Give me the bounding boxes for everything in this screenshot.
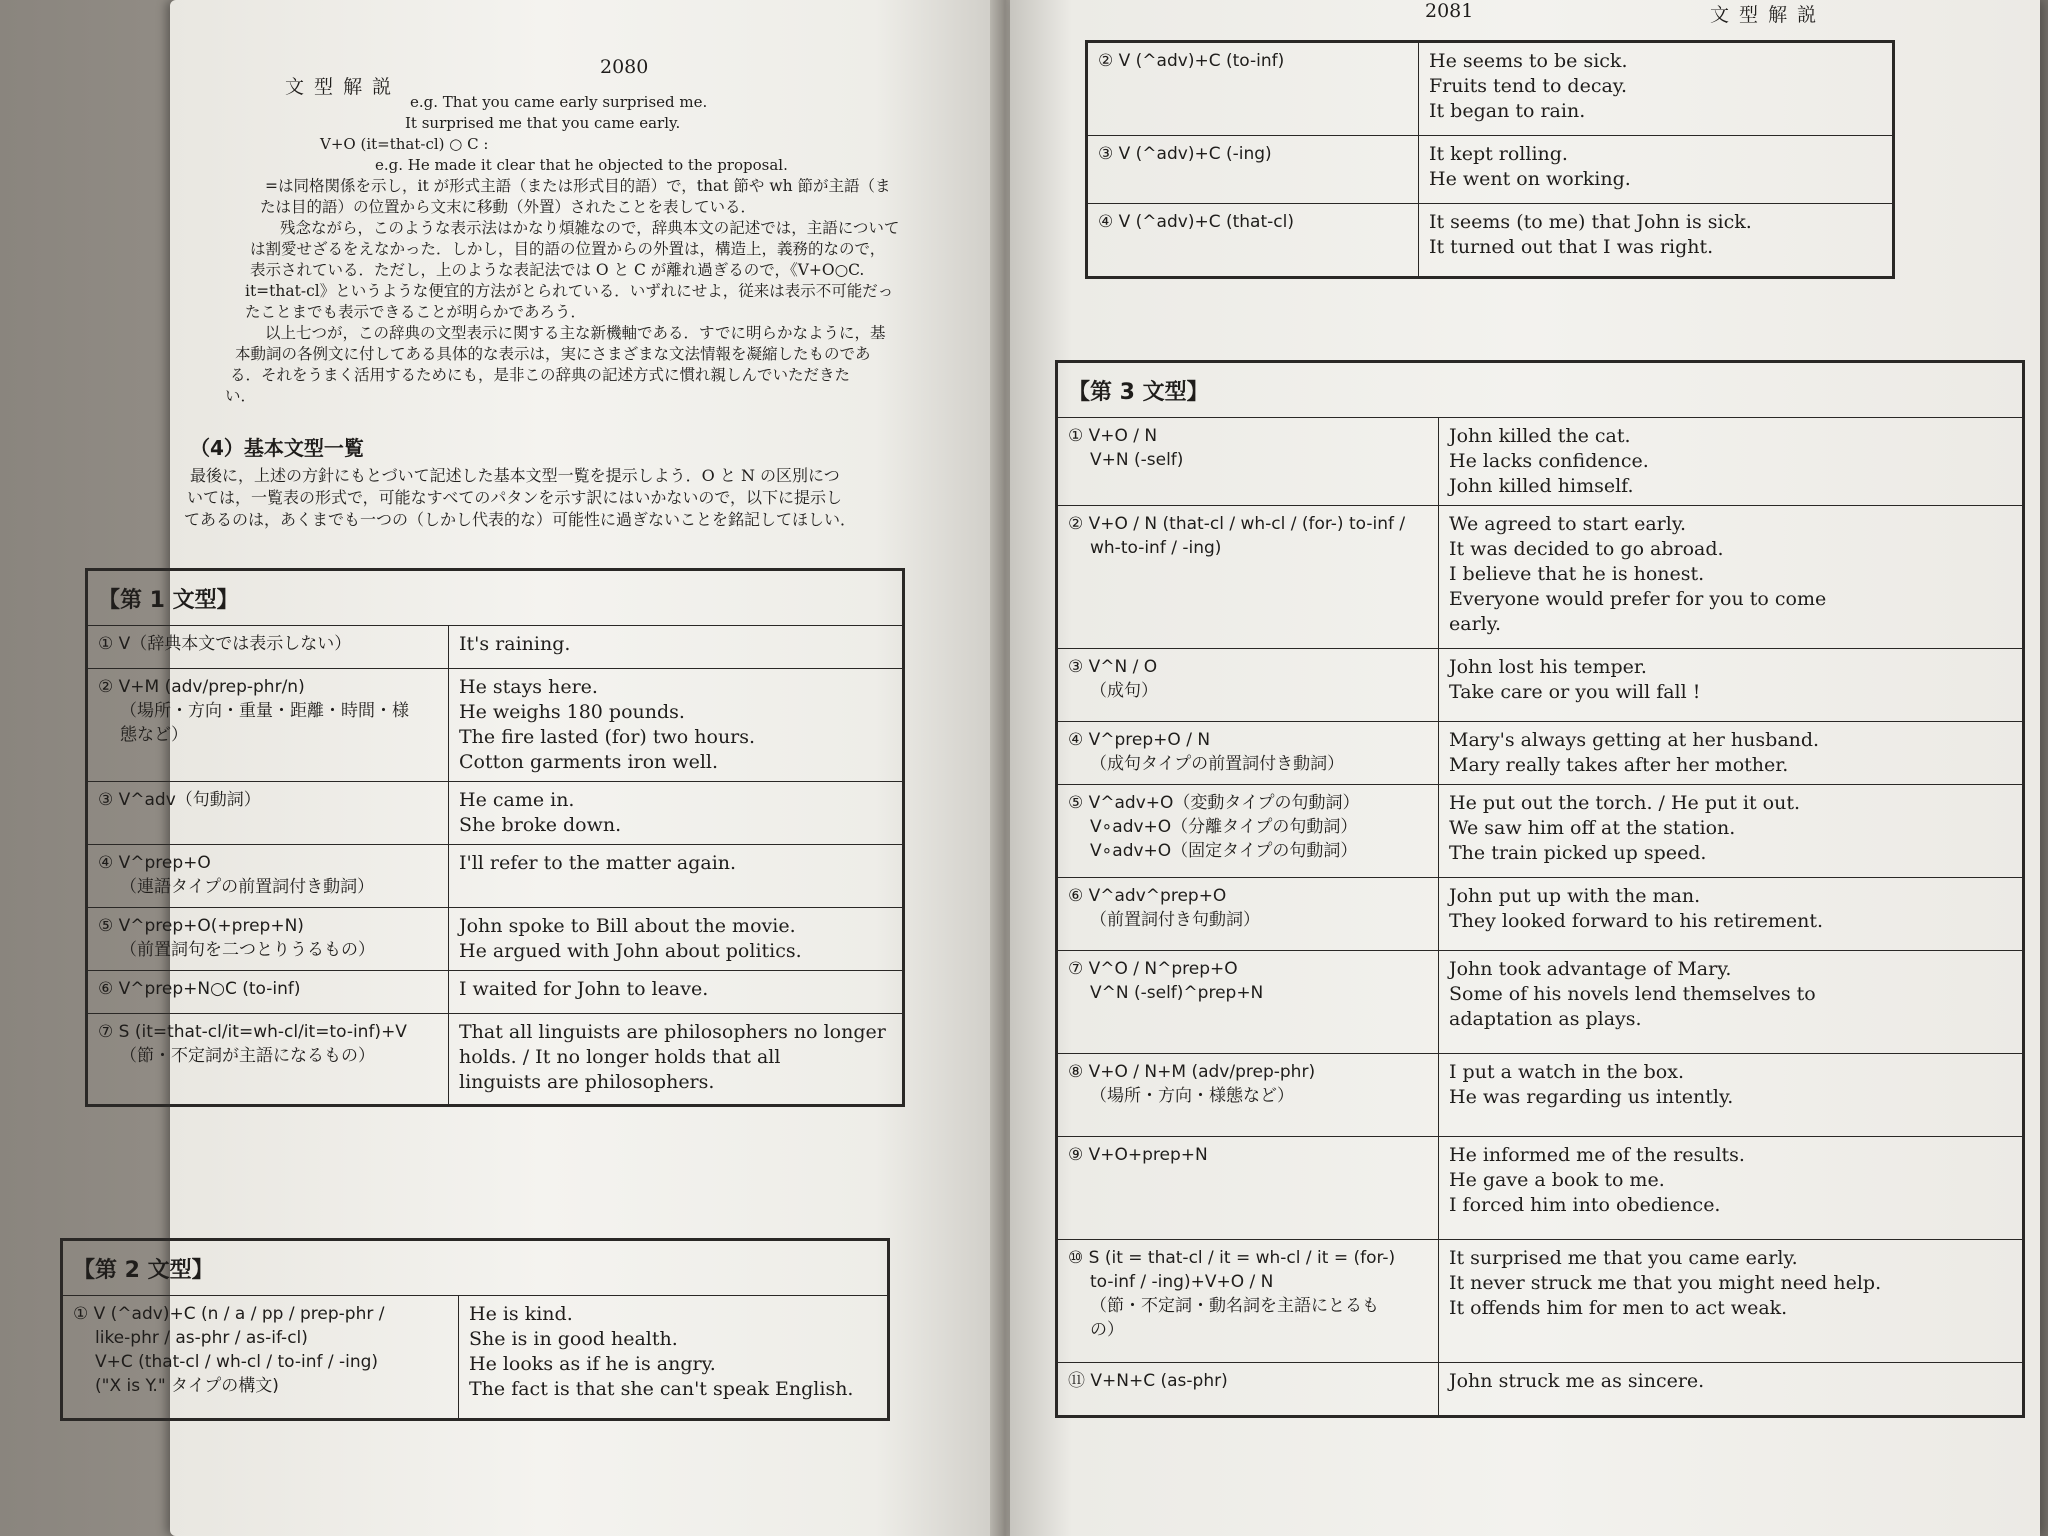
pattern-text: to-inf / -ing)+V+O / N	[1090, 1272, 1274, 1292]
pattern-text: ③ V^N / O	[1068, 657, 1158, 677]
pattern-cell	[1057, 1363, 1439, 1417]
intro-line: It surprised me that you came early.	[405, 114, 681, 132]
pattern-text: （場所・方向・重量・距離・時間・様	[120, 701, 409, 721]
example-sentence: linguists are philosophers.	[459, 1071, 715, 1093]
pattern-text: ⑥ V^prep+N○C (to-inf)	[98, 979, 301, 999]
example-sentence: We agreed to start early.	[1449, 513, 1687, 535]
pattern-cell	[87, 626, 449, 669]
example-cell	[449, 782, 904, 845]
intro-line: たことまでも表示できることが明らかであろう．	[245, 303, 587, 321]
pattern-text: V∘adv+O（分離タイプの句動詞）	[1090, 817, 1358, 837]
pattern-row	[87, 669, 904, 782]
pattern-row	[87, 845, 904, 908]
example-sentence: The fire lasted (for) two hours.	[459, 726, 756, 748]
pattern-text: （場所・方向・様態など）	[1090, 1086, 1294, 1106]
example-sentence: It surprised me that you came early.	[1449, 1247, 1798, 1269]
pattern-text: ⑨ V+O+prep+N	[1068, 1145, 1208, 1165]
example-sentence: Mary really takes after her mother.	[1449, 754, 1789, 776]
example-sentence: The fact is that she can't speak English.	[469, 1378, 854, 1400]
pattern-row	[1057, 1137, 2024, 1240]
pattern-cell	[1087, 136, 1419, 204]
example-cell	[449, 669, 904, 782]
pattern-text: ③ V^adv（句動詞）	[98, 790, 261, 810]
pattern-text: （連語タイプの前置詞付き動詞）	[120, 877, 375, 897]
pattern-text: （節・不定詞・動名詞を主語にとるも	[1090, 1296, 1379, 1316]
type2-continued-table	[1085, 40, 1895, 279]
pattern-cell	[1057, 1240, 1439, 1363]
pattern-row	[1057, 722, 2024, 785]
pattern-row	[1057, 1240, 2024, 1363]
pattern-text: ① V（辞典本文では表示しない）	[98, 634, 352, 654]
page-number-right: 2081	[1425, 0, 1474, 22]
pattern-text: ⑪ V+N+C (as-phr)	[1068, 1371, 1228, 1391]
type3-table	[1055, 360, 2025, 1418]
example-sentence: It offends him for men to act weak.	[1449, 1297, 1788, 1319]
pattern-row	[87, 971, 904, 1014]
example-sentence: We saw him off at the station.	[1449, 817, 1736, 839]
pattern-text: ("X is Y." タイプの構文)	[95, 1376, 279, 1396]
pattern-cell	[1057, 785, 1439, 878]
pattern-row	[1087, 204, 1894, 278]
example-cell	[1439, 722, 2024, 785]
pattern-text: ① V (^adv)+C (n / a / pp / prep-phr /	[73, 1304, 385, 1324]
example-sentence: It was decided to go abroad.	[1449, 538, 1724, 560]
section-line: てあるのは，あくまでも一つの（しかし代表的な）可能性に過ぎないことを銘記してほしい．	[184, 510, 857, 529]
example-sentence: I put a watch in the box.	[1449, 1061, 1684, 1083]
pattern-text: V^N (-self)^prep+N	[1090, 983, 1264, 1003]
example-sentence: Some of his novels lend themselves to	[1449, 983, 1816, 1005]
example-sentence: He gave a book to me.	[1449, 1169, 1665, 1191]
example-sentence: John killed the cat.	[1449, 425, 1631, 447]
example-sentence: Cotton garments iron well.	[459, 751, 719, 773]
example-sentence: Everyone would prefer for you to come	[1449, 588, 1827, 610]
example-sentence: He seems to be sick.	[1429, 50, 1628, 72]
example-sentence: I waited for John to leave.	[459, 978, 709, 1000]
pattern-text: ⑤ V^prep+O(+prep+N)	[98, 916, 304, 936]
pattern-text: wh-to-inf / -ing)	[1090, 538, 1222, 558]
example-sentence: John struck me as sincere.	[1449, 1370, 1705, 1392]
intro-line: =は同格関係を示し，it が形式主語（または形式目的語）で，that 節や wh 節が主語（ま	[265, 177, 891, 195]
example-cell	[449, 971, 904, 1014]
pattern-text: （前置詞付き句動詞）	[1090, 910, 1260, 930]
example-sentence: early.	[1449, 613, 1501, 635]
example-cell	[1439, 1240, 2024, 1363]
example-sentence: It seems (to me) that John is sick.	[1429, 211, 1752, 233]
example-sentence: He came in.	[459, 789, 575, 811]
pattern-text: ⑧ V+O / N+M (adv/prep-phr)	[1068, 1062, 1316, 1082]
example-sentence: They looked forward to his retirement.	[1449, 910, 1824, 932]
pattern-text: like-phr / as-phr / as-if-cl)	[95, 1328, 308, 1348]
pattern-text: （前置詞句を二つとりうるもの）	[120, 940, 375, 960]
running-head-left: 文 型 解 説	[285, 76, 394, 98]
section-title: （4）基本文型一覧	[190, 436, 364, 460]
pattern-cell	[87, 1014, 449, 1106]
pattern-row	[87, 908, 904, 971]
pattern-text: ② V+O / N (that-cl / wh-cl / (for-) to-inf /	[1068, 514, 1406, 534]
example-cell	[1439, 1054, 2024, 1137]
example-sentence: Fruits tend to decay.	[1429, 75, 1628, 97]
example-sentence: He weighs 180 pounds.	[459, 701, 685, 723]
pattern-text: 態など）	[120, 725, 188, 745]
example-sentence: That all linguists are philosophers no longer	[459, 1021, 886, 1043]
intro-line: は割愛せざるをえなかった．しかし，目的語の位置からの外置は，構造上，義務的なので，	[250, 240, 886, 258]
example-sentence: John put up with the man.	[1449, 885, 1701, 907]
example-sentence: He argued with John about politics.	[459, 940, 802, 962]
intro-line: 残念ながら，このような表示法はかなり煩雑なので，辞典本文の記述では，主語について	[280, 219, 900, 237]
type-title: 【第 1 文型】	[87, 570, 904, 626]
pattern-cell	[87, 908, 449, 971]
example-cell	[1419, 204, 1894, 278]
pattern-cell	[1057, 951, 1439, 1054]
pattern-text: （成句）	[1090, 681, 1158, 701]
intro-line: e.g. He made it clear that he objected to the proposal.	[375, 156, 788, 174]
pattern-text: ④ V (^adv)+C (that-cl)	[1098, 212, 1294, 232]
example-sentence: He informed me of the results.	[1449, 1144, 1745, 1166]
pattern-row	[1057, 506, 2024, 649]
intro-line: 以上七つが，この辞典の文型表示に関する主な新機軸である．すでに明らかなように，基	[265, 324, 886, 342]
example-sentence: It kept rolling.	[1429, 143, 1568, 165]
pattern-text: ② V (^adv)+C (to-inf)	[1098, 51, 1285, 71]
example-sentence: holds. / It no longer holds that all	[459, 1046, 781, 1068]
pattern-cell	[1057, 649, 1439, 722]
pattern-text: （節・不定詞が主語になるもの）	[120, 1046, 375, 1066]
example-cell	[1439, 418, 2024, 506]
pattern-cell	[1057, 722, 1439, 785]
example-cell	[1439, 878, 2024, 951]
pattern-text: ② V+M (adv/prep-phr/n)	[98, 677, 305, 697]
pattern-row	[1057, 1054, 2024, 1137]
pattern-text: V+C (that-cl / wh-cl / to-inf / -ing)	[95, 1352, 379, 1372]
example-sentence: It never struck me that you might need help.	[1449, 1272, 1882, 1294]
example-sentence: I believe that he is honest.	[1449, 563, 1705, 585]
pattern-row	[87, 626, 904, 669]
pattern-text: V∘adv+O（固定タイプの句動詞）	[1090, 841, 1358, 861]
pattern-row	[1057, 649, 2024, 722]
intro-line: 表示されている．ただし，上のような表記法では O と C が離れ過ぎるので，《V+O○C.	[250, 261, 865, 279]
intro-line: る．それをうまく活用するためにも，是非この辞典の記述方式に慣れ親しんでいただきた	[230, 366, 851, 384]
pattern-text: （成句タイプの前置詞付き動詞）	[1090, 754, 1345, 774]
pattern-cell	[62, 1296, 459, 1420]
example-sentence: It began to rain.	[1429, 100, 1586, 122]
example-sentence: He was regarding us intently.	[1449, 1086, 1734, 1108]
pattern-cell	[1057, 1137, 1439, 1240]
pattern-row	[1057, 951, 2024, 1054]
example-cell	[1439, 1137, 2024, 1240]
example-sentence: It's raining.	[459, 633, 571, 655]
example-cell	[1439, 951, 2024, 1054]
example-sentence: It turned out that I was right.	[1429, 236, 1714, 258]
pattern-text: ⑤ V^adv+O（変動タイプの句動詞）	[1068, 793, 1360, 813]
pattern-row	[1087, 136, 1894, 204]
example-sentence: He went on working.	[1429, 168, 1631, 190]
example-cell	[449, 626, 904, 669]
example-cell	[449, 845, 904, 908]
example-sentence: She is in good health.	[469, 1328, 678, 1350]
section-line: 最後に，上述の方針にもとづいて記述した基本文型一覧を提示しよう．O と N の区別につ	[190, 466, 840, 485]
running-head-right: 文 型 解 説	[1710, 4, 1819, 26]
example-cell	[459, 1296, 889, 1420]
pattern-row	[1057, 785, 2024, 878]
example-sentence: I forced him into obedience.	[1449, 1194, 1721, 1216]
pattern-row	[87, 1014, 904, 1106]
example-cell	[449, 1014, 904, 1106]
example-sentence: The train picked up speed.	[1449, 842, 1707, 864]
example-sentence: I'll refer to the matter again.	[459, 852, 737, 874]
pattern-cell	[1057, 878, 1439, 951]
pattern-text: ⑥ V^adv^prep+O	[1068, 886, 1227, 906]
pattern-text: ⑦ V^O / N^prep+O	[1068, 959, 1238, 979]
section-line: いては，一覧表の形式で，可能なすべてのパタンを示す訳にはいかないので，以下に提示し	[187, 488, 843, 507]
pattern-text: ⑩ S (it = that-cl / it = wh-cl / it = (for-)	[1068, 1248, 1396, 1268]
intro-line: V+O (it=that-cl) ○ C :	[320, 135, 489, 153]
intro-line: い．	[225, 387, 257, 405]
pattern-row	[87, 782, 904, 845]
example-cell	[1439, 1363, 2024, 1417]
pattern-cell	[87, 669, 449, 782]
pattern-text: ③ V (^adv)+C (-ing)	[1098, 144, 1272, 164]
pattern-row	[1057, 1363, 2024, 1417]
pattern-row	[62, 1296, 889, 1420]
example-cell	[1419, 42, 1894, 136]
right-page	[1010, 0, 2040, 1536]
pattern-cell	[87, 782, 449, 845]
example-cell	[1419, 136, 1894, 204]
pattern-text: ④ V^prep+O / N	[1068, 730, 1211, 750]
pattern-cell	[87, 971, 449, 1014]
pattern-cell	[1057, 506, 1439, 649]
example-sentence: adaptation as plays.	[1449, 1008, 1642, 1030]
pattern-cell	[1057, 1054, 1439, 1137]
pattern-text: ④ V^prep+O	[98, 853, 211, 873]
example-sentence: He looks as if he is angry.	[469, 1353, 716, 1375]
example-sentence: Take care or you will fall !	[1449, 681, 1701, 703]
pattern-row	[1087, 42, 1894, 136]
pattern-cell	[1087, 42, 1419, 136]
pattern-row	[1057, 878, 2024, 951]
left-page	[73, 0, 1000, 1536]
type2-table	[60, 1238, 890, 1421]
example-sentence: He is kind.	[469, 1303, 573, 1325]
example-sentence: He stays here.	[459, 676, 598, 698]
example-sentence: John took advantage of Mary.	[1449, 958, 1732, 980]
example-cell	[1439, 649, 2024, 722]
pattern-text: ⑦ S (it=that-cl/it=wh-cl/it=to-inf)+V	[98, 1022, 407, 1042]
example-cell	[1439, 785, 2024, 878]
type-title: 【第 2 文型】	[62, 1240, 889, 1296]
example-sentence: She broke down.	[459, 814, 622, 836]
pattern-cell	[1087, 204, 1419, 278]
example-cell	[449, 908, 904, 971]
example-sentence: John spoke to Bill about the movie.	[459, 915, 796, 937]
type1-table	[85, 568, 905, 1107]
intro-line: e.g. That you came early surprised me.	[410, 93, 708, 111]
example-sentence: John lost his temper.	[1449, 656, 1647, 678]
pattern-row	[1057, 418, 2024, 506]
pattern-text: ① V+O / N	[1068, 426, 1158, 446]
intro-line: it=that-cl》というような便宜的方法がとられている．いずれにせよ，従来は表示不可能だっ	[245, 282, 894, 300]
type-title: 【第 3 文型】	[1057, 362, 2024, 418]
pattern-text: V+N (-self)	[1090, 450, 1184, 470]
pattern-text: の）	[1090, 1320, 1124, 1340]
example-sentence: He put out the torch. / He put it out.	[1449, 792, 1801, 814]
intro-line: 本動詞の各例文に付してある具体的な表示は，実にさまざまな文法情報を凝縮したものであ	[235, 345, 871, 363]
pattern-cell	[1057, 418, 1439, 506]
pattern-cell	[87, 845, 449, 908]
example-sentence: He lacks confidence.	[1449, 450, 1649, 472]
example-sentence: John killed himself.	[1449, 475, 1634, 497]
example-sentence: Mary's always getting at her husband.	[1449, 729, 1820, 751]
intro-line: たは目的語）の位置から文末に移動（外置）されたことを表している．	[260, 198, 757, 216]
example-cell	[1439, 506, 2024, 649]
page-number-left: 2080	[600, 56, 649, 78]
